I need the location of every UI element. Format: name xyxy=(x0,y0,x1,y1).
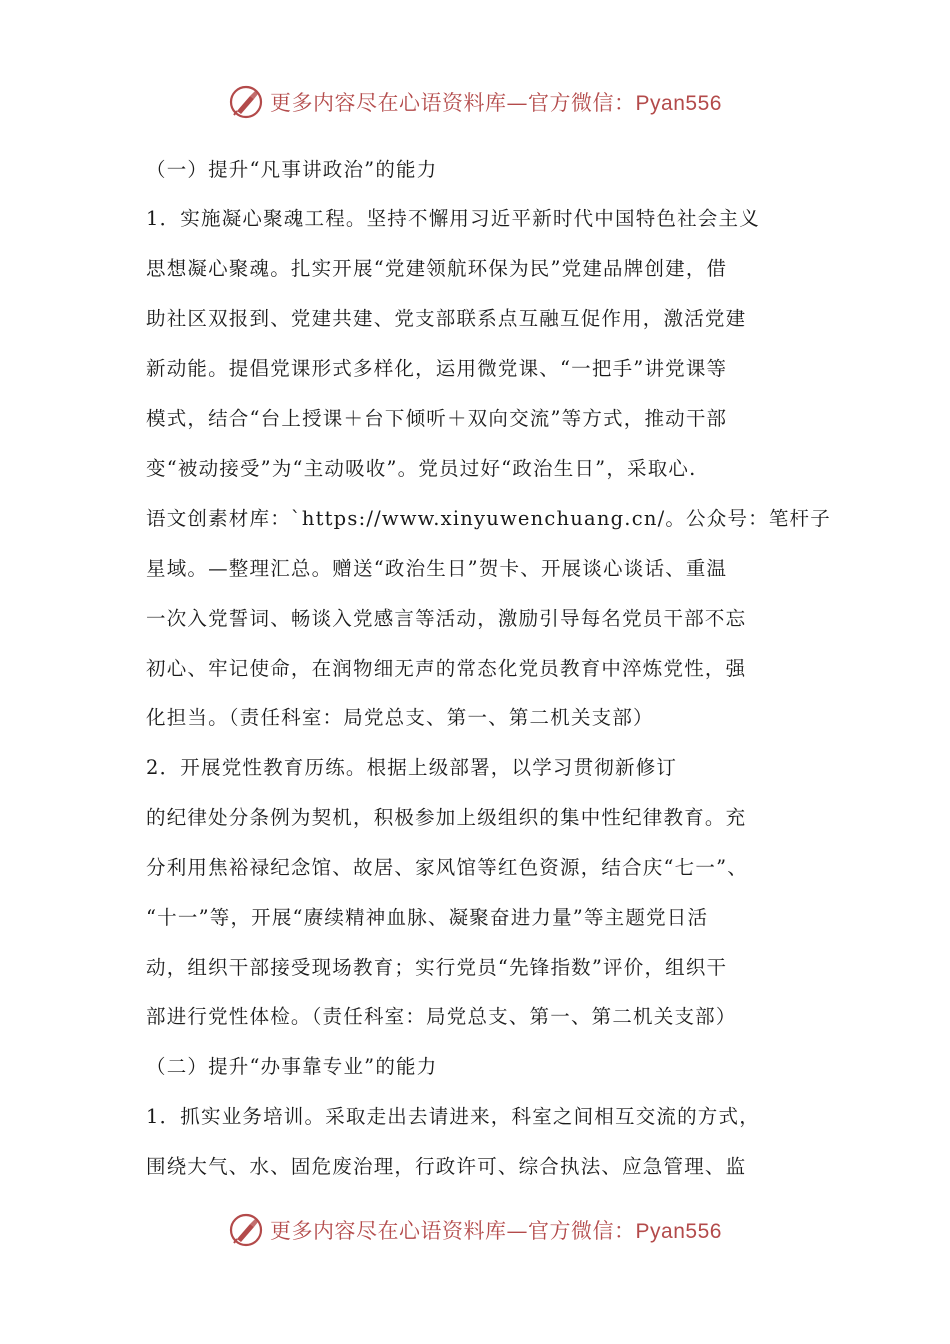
paragraph-line: 2．开展党性教育历练。根据上级部署，以学习贯彻新修订 xyxy=(146,756,678,779)
paragraph-line: 新动能。提倡党课形式多样化，运用微党课、“一把手”讲党课等 xyxy=(146,357,728,380)
paragraph-line: 分利用焦裕禄纪念馆、故居、家风馆等红色资源，结合庆“七一”、 xyxy=(146,856,748,879)
paragraph-line: “十一”等，开展“赓续精神血脉、凝聚奋进力量”等主题党日活 xyxy=(146,906,709,929)
section-heading-1: （一）提升“凡事讲政治”的能力 xyxy=(146,158,438,181)
paragraph-line: 1．实施凝心聚魂工程。坚持不懈用习近平新时代中国特色社会主义 xyxy=(146,207,760,230)
watermark-text xyxy=(270,87,722,117)
pen-nib-logo-icon xyxy=(228,1212,264,1248)
section-heading-2: （二）提升“办事靠专业”的能力 xyxy=(146,1055,438,1078)
paragraph-line: 思想凝心聚魂。扎实开展“党建领航环保为民”党建品牌创建，借 xyxy=(146,257,728,280)
watermark-banner-top xyxy=(0,82,950,122)
watermark-banner-bottom xyxy=(0,1210,950,1250)
watermark-wechat-id: Pyan556 xyxy=(635,92,722,115)
paragraph-line: 模式，结合“台上授课＋台下倾听＋双向交流”等方式，推动干部 xyxy=(146,407,728,430)
paragraph-line: 变“被动接受”为“主动吸收”。党员过好“政治生日”，采取心. xyxy=(146,457,697,480)
watermark-wechat-id: Pyan556 xyxy=(635,1220,722,1243)
paragraph-line: 初心、牢记使命，在润物细无声的常态化党员教育中淬炼党性，强 xyxy=(146,657,747,680)
paragraph-line: 部进行党性体检。（责任科室：局党总支、第一、第二机关支部） xyxy=(146,1005,737,1028)
paragraph-line: 动，组织干部接受现场教育；实行党员“先锋指数”评价，组织干 xyxy=(146,956,728,979)
paragraph-line: 围绕大气、水、固危废治理，行政许可、综合执法、应急管理、监 xyxy=(146,1155,747,1178)
watermark-label: 更多内容尽在心语资料库—官方微信： xyxy=(270,91,636,115)
pen-nib-logo-icon xyxy=(228,84,264,120)
paragraph-line: 的纪律处分条例为契机，积极参加上级组织的集中性纪律教育。充 xyxy=(146,806,747,829)
paragraph-line: 1．抓实业务培训。采取走出去请进来，科室之间相互交流的方式， xyxy=(146,1105,760,1128)
paragraph-line: 语文创素材库：`https://www.xinyuwenchuang.cn/。公众号：笔杆子 xyxy=(146,507,831,530)
watermark-label: 更多内容尽在心语资料库—官方微信： xyxy=(270,1219,636,1243)
paragraph-line: 助社区双报到、党建共建、党支部联系点互融互促作用，激活党建 xyxy=(146,307,747,330)
paragraph-line: 化担当。（责任科室：局党总支、第一、第二机关支部） xyxy=(146,706,654,729)
paragraph-line: 一次入党誓词、畅谈入党感言等活动，激励引导每名党员干部不忘 xyxy=(146,607,747,630)
watermark-text xyxy=(270,1215,722,1245)
paragraph-line: 星域。—整理汇总。赠送“政治生日”贺卡、开展谈心谈话、重温 xyxy=(146,557,728,580)
